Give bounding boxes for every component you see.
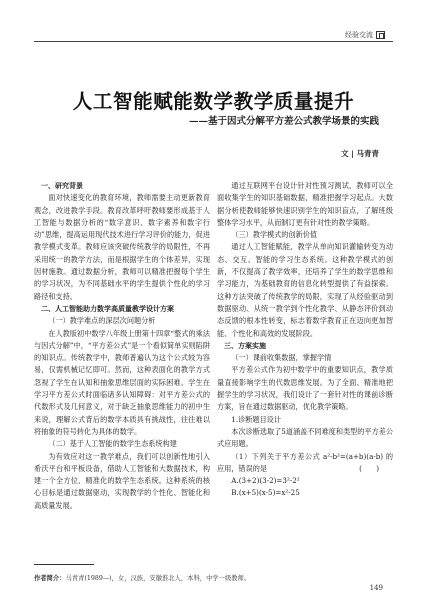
footnote-label: 作者简介： (34, 575, 66, 582)
paragraph: 面对快速变化的教育环境，教师需要主动更新教育观念，改进教学手段。教育改革呼吁教师要形成基于人工智能与数据分析的“数字意识、数字素养和数字行动”思维，提高运用现代技术进行学习评价的能力，促进教学模式变革。教师应该突破传统教学的局限性，不再采用统一的教学方法，而是根据学生的个体差异，实现因材施教。通过数据分析，教师可以精准把握每个学生的学习状况，为不同基础水平的学生提供个性化的学习路径和支持。 (34, 193, 210, 301)
section-heading: 一、研究背景 (41, 182, 83, 190)
footnote-text: 马青青(1989—)，女，汉族，安徽淮北人，本科，中学一级教师。 (65, 575, 251, 582)
column-tag (345, 30, 385, 40)
paragraph: （1）下列关于平方差公式 a²-b²=(a+b)(a-b) 的应用，错误的是 ( ) (217, 451, 393, 476)
footnote-rule (34, 564, 94, 565)
paragraph: 为有效应对这一教学难点，我们可以创新性地引入希沃平台和平板设备，借助人工智能和大数据技术，构建一个全方位、精准化的数学生态系统。这种系统的核心目标是通过数据驱动，实现教学的个性化、智能化和高质量发展。 (34, 451, 210, 510)
left-column (34, 180, 210, 512)
section-heading: （三）教学模式的创新价值 (231, 230, 317, 240)
paragraph: 通过互联网平台设计针对性预习测试，教师可以全面收集学生的知识基础数据，精准把握学习起点。大数据分析使教师能够快速识别学生的知识盲点，了解班级整体学习水平，从而制订更有针对性的教学策略。 (217, 181, 393, 227)
column-tag-label: 经验交流 (345, 31, 373, 39)
answer-blank: ( ) (359, 463, 379, 473)
page-number: 149 (369, 584, 383, 592)
section-heading: （一）教学难点的深层次问题分析 (48, 316, 156, 326)
right-column (217, 180, 393, 500)
paragraph: 在人教版初中数学八年级上册第十四章“整式的乘法与因式分解”中，“平方差公式”是一个看似简单实则陷阱的知识点。传统教学中，教师普遍认为这个公式较为容易，仅需机械记忆即可。然而，这种表面化的教学方式忽视了学生在认知和抽象思维层面的实际困难。学生在学习平方差公式时面临诸多认知障碍：对平方差公式的代数形式及几何意义，对于缺乏抽象思维能力的初中生来说，理解公式背后的数学本质具有挑战性，往往难以将抽象的符号转化为具体的数学。 (34, 328, 210, 436)
section-heading: （二）基于人工智能的数学生态系统构建 (48, 439, 177, 449)
author-footnote (34, 573, 250, 582)
section-heading: 三、方案实施 (224, 341, 266, 350)
choice-option: A.(3+2)(3-2)=3²-2² (231, 476, 300, 486)
author-line: 文 | 马青青 (341, 149, 379, 158)
section-heading: 二、人工智能助力数学高质量教学设计方案 (41, 304, 174, 313)
choice-option: B.(x+5)(x-5)=x²-25 (231, 488, 300, 498)
paragraph: 本次诊断选取了5道涵盖不同难度和类型的平方差公式应用题。 (217, 426, 393, 449)
paragraph: 通过人工智能赋能，教学从单向知识灌输转变为动态、交互、智能的学习生态系统。这种教学模式的创新，不仅提高了教学效率，还培养了学生的数学思维和学习能力，为基础教育的信息化转型提供了有益探索。这种方法突破了传统教学的局限，实现了从经验驱动到数据驱动、从统一教学到个性化教学、从静态评价到动态反馈的根本性转变，标志着数学教育正在迈向更加智能、个性化和高效的发展阶段。 (217, 242, 393, 338)
section-heading: （一）课前收集数据，掌握学情 (231, 353, 332, 363)
header-rule (34, 41, 393, 42)
section-heading: 1.诊断题目设计 (231, 414, 281, 424)
article-subtitle: ——基于因式分解平方差公式教学场景的实践 (188, 116, 379, 127)
column-tag-icon (376, 31, 385, 39)
article-title: 人工智能赋能数学教学质量提升 (72, 90, 355, 113)
paragraph: 平方差公式作为初中数学中的重要知识点，教学质量直接影响学生的代数思维发展。为了全面、精准地把握学生的学习状况，我们设计了一套针对性的课前诊断方案，旨在通过数据驱动，优化教学策略。 (217, 365, 393, 412)
